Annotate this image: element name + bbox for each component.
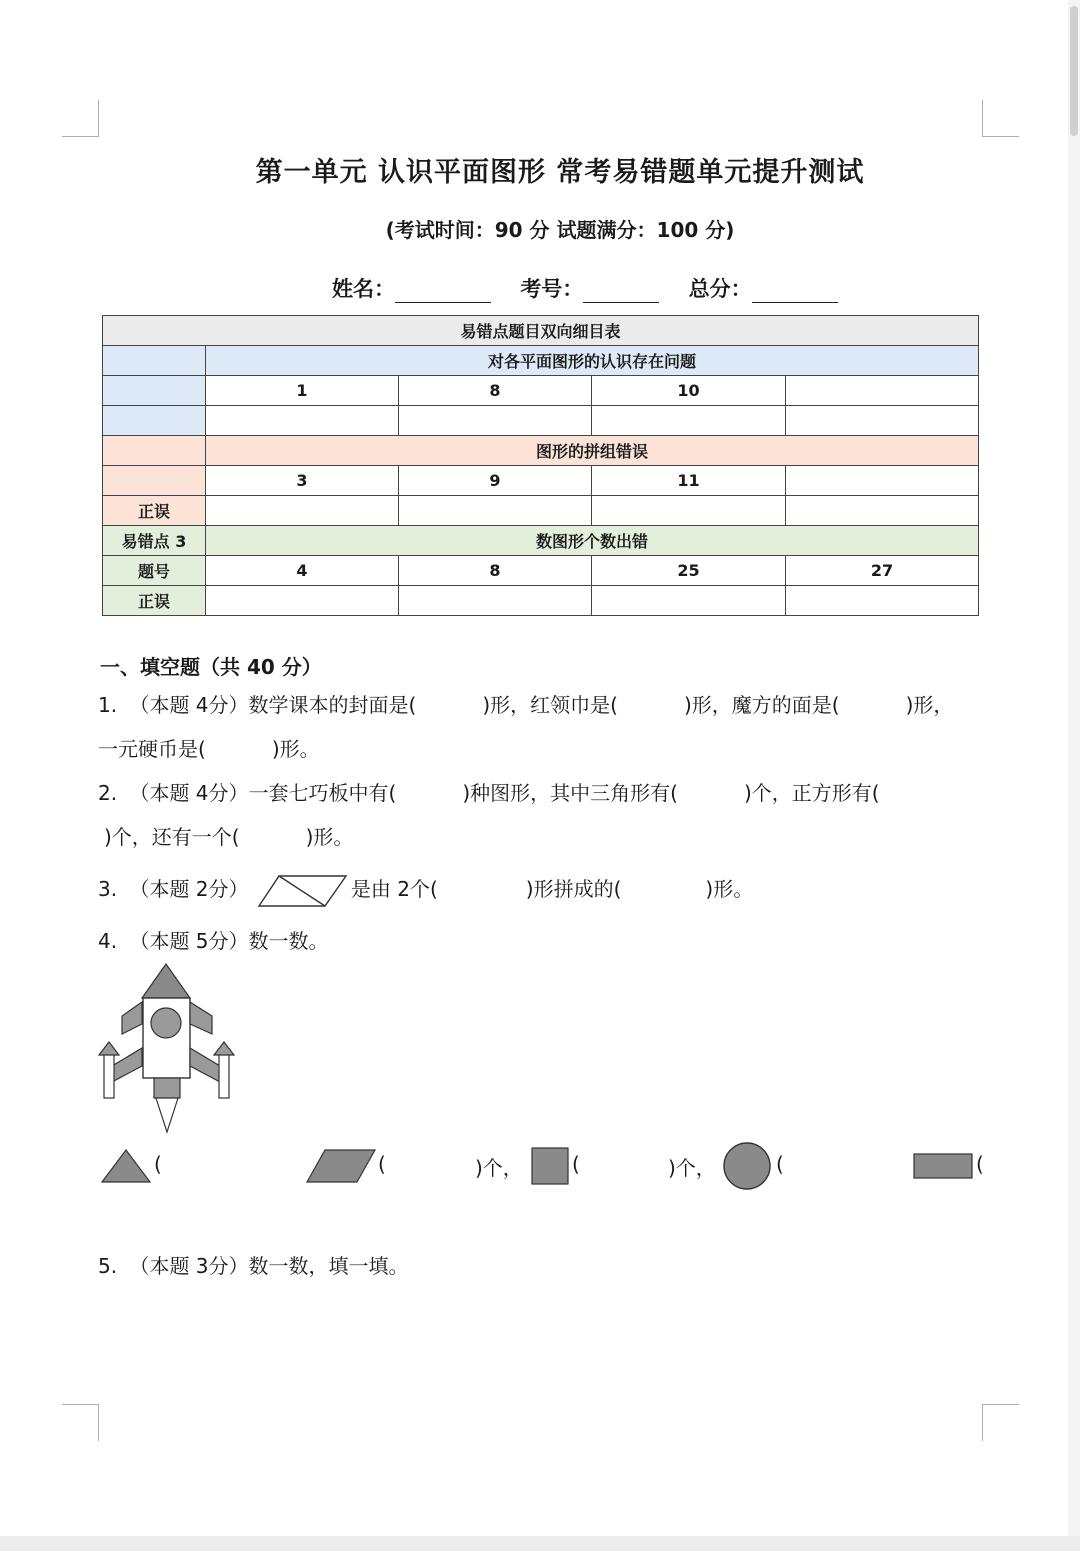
parallelogram-count-blank[interactable] [390, 1146, 470, 1180]
q4-number: 4. [98, 929, 118, 953]
group1-number-cell [786, 376, 979, 406]
q3-text: 是由 2个( [350, 877, 438, 901]
group2-result-cell[interactable] [592, 496, 786, 526]
group3-label: 易错点 3 [103, 526, 206, 556]
group2-result-cell[interactable] [399, 496, 592, 526]
q1-text: )形，红领巾是( [482, 693, 618, 717]
q3-number: 3. [98, 877, 118, 901]
name-blank[interactable] [395, 280, 491, 303]
group1-number-cell: 10 [592, 376, 786, 406]
group2-number-cell: 3 [206, 466, 399, 496]
crop-mark-bottom-right [982, 1404, 1019, 1441]
q3-points: （本题 2分） [129, 877, 249, 901]
circle-count-open: ( [776, 1152, 784, 1176]
circle-icon [722, 1142, 772, 1192]
parallelogram-count-open: ( [378, 1152, 386, 1176]
scrollbar-thumb[interactable] [1070, 6, 1078, 136]
group3-result-cell[interactable] [399, 586, 592, 616]
group2-number-label [103, 466, 206, 496]
crop-mark-bottom-left [62, 1404, 99, 1441]
total-blank[interactable] [752, 280, 838, 303]
q3-text: )形。 [705, 877, 754, 901]
group3-topic: 数图形个数出错 [206, 526, 979, 556]
square-icon [530, 1146, 570, 1186]
question-3 [98, 873, 753, 908]
q2-text: )种图形，其中三角形有( [462, 781, 678, 805]
q5-text: 数一数，填一填。 [248, 1254, 409, 1278]
total-label: 总分： [688, 277, 752, 301]
shape-count-row [100, 1142, 1000, 1188]
parallelogram-icon [305, 1148, 377, 1184]
q1-number: 1. [98, 693, 118, 717]
group2-number-cell: 9 [399, 466, 592, 496]
group1-result-label [103, 406, 206, 436]
group3-number-cell: 27 [786, 556, 979, 586]
group1-topic: 对各平面图形的认识存在问题 [206, 346, 979, 376]
group2-topic: 图形的拼组错误 [206, 436, 979, 466]
student-info-line [332, 273, 860, 303]
q1-points: （本题 4分） [129, 693, 249, 717]
square-count-open: ( [572, 1152, 580, 1176]
q3-text: )形拼成的( [525, 877, 622, 901]
q4-points: （本题 5分） [129, 929, 249, 953]
crop-mark-top-right [982, 100, 1019, 137]
group2-number-cell [786, 466, 979, 496]
error-points-table [102, 315, 979, 616]
q2-points: （本题 4分） [129, 781, 249, 805]
group3-number-cell: 8 [399, 556, 592, 586]
rocket-figure [98, 962, 238, 1136]
group1-result-cell[interactable] [206, 406, 399, 436]
q2-text: 一套七巧板中有( [248, 781, 397, 805]
group2-result-cell[interactable] [786, 496, 979, 526]
bottom-edge [0, 1536, 1080, 1551]
group2-result-label: 正误 [103, 496, 206, 526]
question-2-line-1 [98, 777, 880, 806]
triangle-count-blank[interactable] [166, 1146, 286, 1180]
parallelogram-count-close: )个， [475, 1156, 523, 1180]
name-label: 姓名： [332, 277, 395, 301]
question-1-line-2 [98, 733, 320, 762]
q2-text: )形。 [305, 825, 354, 849]
exam-no-label: 考号： [520, 277, 584, 301]
circle-count-blank[interactable] [788, 1146, 908, 1180]
group1-number-cell: 8 [399, 376, 592, 406]
group2-label [103, 436, 206, 466]
q2-text: )个，正方形有( [743, 781, 880, 805]
table-title: 易错点题目双向细目表 [103, 316, 979, 346]
group3-result-label: 正误 [103, 586, 206, 616]
square-count-blank[interactable] [584, 1146, 664, 1180]
rectangle-count-open: ( [976, 1152, 984, 1176]
triangle-icon [100, 1148, 152, 1184]
group2-number-cell: 11 [592, 466, 786, 496]
group1-result-cell[interactable] [592, 406, 786, 436]
group3-number-cell: 25 [592, 556, 786, 586]
group3-result-cell[interactable] [592, 586, 786, 616]
q5-number: 5. [98, 1254, 118, 1278]
question-2-line-2 [104, 821, 353, 850]
section-heading: 一、填空题（共 40 分） [100, 655, 322, 679]
square-count-close: )个， [668, 1156, 716, 1180]
group1-result-cell[interactable] [399, 406, 592, 436]
group3-result-cell[interactable] [206, 586, 399, 616]
group3-number-label: 题号 [103, 556, 206, 586]
question-4 [98, 925, 329, 954]
vertical-scrollbar[interactable] [1068, 0, 1080, 1536]
q1-text: 数学课本的封面是( [248, 693, 417, 717]
q4-text: 数一数。 [248, 929, 329, 953]
q1-text: 一元硬币是( [98, 737, 206, 761]
q2-number: 2. [98, 781, 118, 805]
crop-mark-top-left [62, 100, 99, 137]
exam-no-blank[interactable] [583, 280, 659, 303]
q5-points: （本题 3分） [129, 1254, 249, 1278]
question-1-line-1 [98, 689, 953, 718]
page-subtitle: (考试时间：90 分 试题满分：100 分) [385, 218, 735, 242]
q1-text: )形。 [271, 737, 320, 761]
group1-number-cell: 1 [206, 376, 399, 406]
q1-text: )形，魔方的面是( [683, 693, 840, 717]
page-title: 第一单元 认识平面图形 常考易错题单元提升测试 [255, 157, 865, 188]
group1-result-cell[interactable] [786, 406, 979, 436]
group1-label [103, 346, 206, 376]
rectangle-icon [912, 1152, 974, 1180]
group1-number-label [103, 376, 206, 406]
group3-result-cell[interactable] [786, 586, 979, 616]
q1-text: )形， [905, 693, 954, 717]
group3-number-cell: 4 [206, 556, 399, 586]
group2-result-cell[interactable] [206, 496, 399, 526]
question-5 [98, 1250, 409, 1279]
q2-text: )个，还有一个( [104, 825, 240, 849]
parallelogram-figure [257, 874, 349, 908]
triangle-count-open: ( [154, 1152, 162, 1176]
